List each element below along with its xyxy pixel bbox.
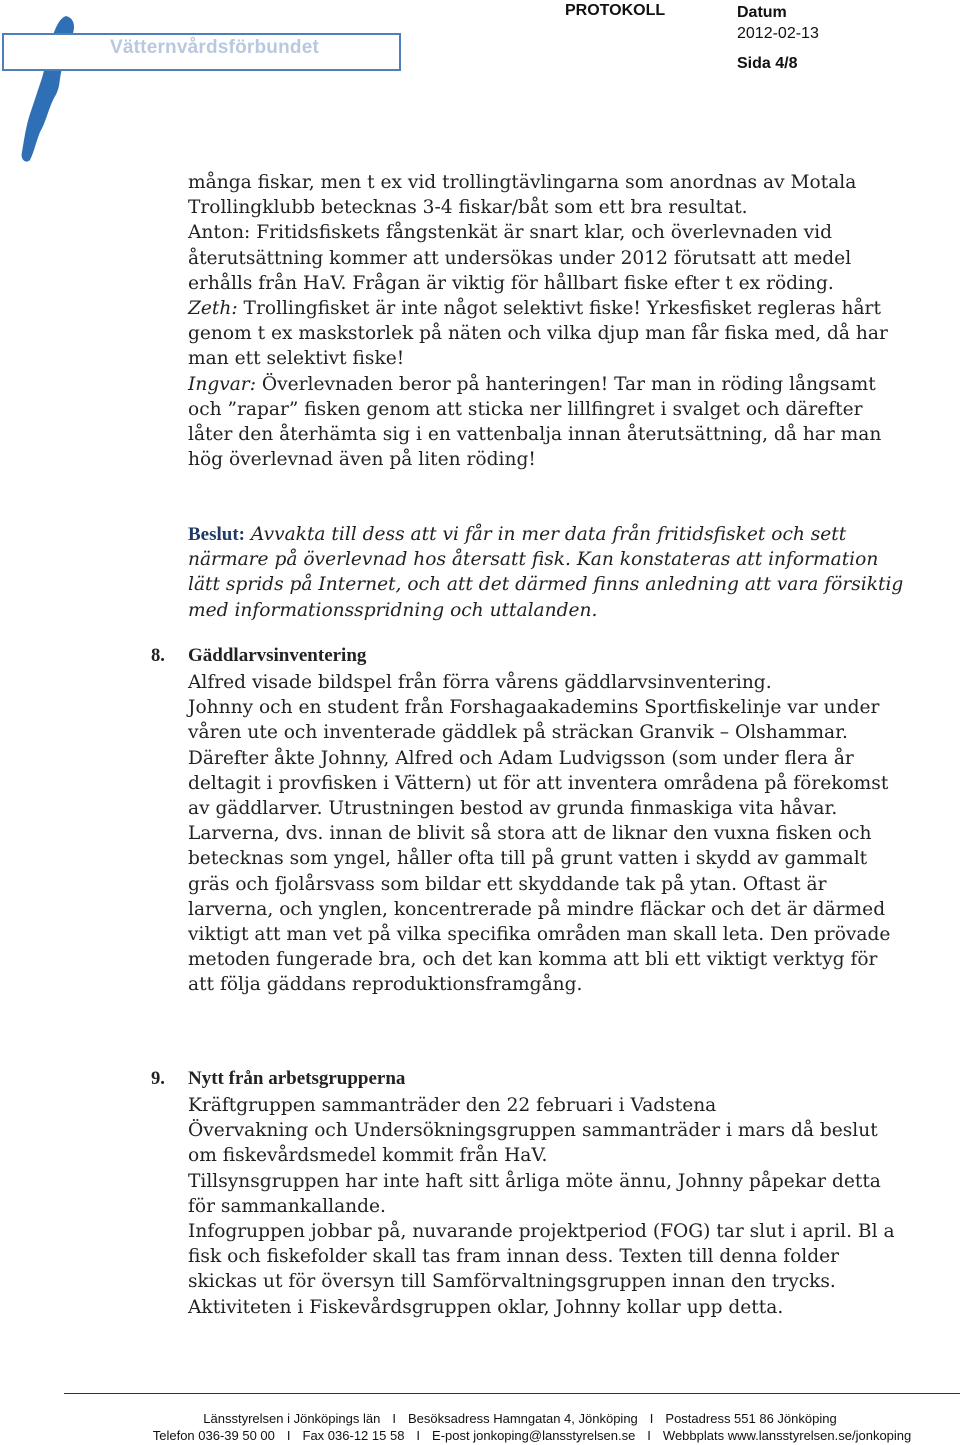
speaker-text: Överlevnaden beror på hanteringen! Tar man in röding långsamt och ”rapar” fisken genom att sticka ner lillfingret i svalget och därefter låter den återhämta sig i en vattenbalja innan återutsättning, då har man hög överlevnad även på liten röding! [188, 373, 882, 471]
footer-postal-address: Postadress 551 86 Jönköping [665, 1411, 837, 1426]
paragraph: många fiskar, men t ex vid trollingtävlingarna som anordnas av Motala Trollingklubb betecknas 3-4 fiskar/båt som ett bra resultat. [188, 172, 857, 219]
decision-block [188, 522, 908, 623]
paragraph: Kräftgruppen sammanträder den 22 februari i Vadstena [188, 1095, 717, 1116]
doc-type: PROTOKOLL [565, 2, 666, 19]
section-number: 8. [151, 645, 165, 666]
paragraph: Övervakning och Undersökningsgruppen sammanträder i mars då beslut om fiskevårdsmedel kommit från HaV. [188, 1120, 878, 1167]
section-body [188, 670, 908, 998]
footer-org: Länsstyrelsen i Jönköpings län [203, 1411, 381, 1426]
paragraph: Johnny och en student från Forshagaakademins Sportfiskelinje var under våren ute och inventerade gäddlek på sträckan Granvik – Olshammar. Därefter åkte Johnny, Alfred och Adam Ludvigsson (som under flera år deltagit i provfisken i Vättern) ut för att inventera områdena på förekomst av gäddlarver. Utrustningen bestod av grunda finmaskiga vita håvar. Larverna, dvs. innan de blivit så stora att de liknar den vuxna fisken och betecknas som yngel, håller ofta till på grunt vatten i skydd av gammalt gräs och fjolårsvass som bildar ett skyddande tak på ytan. Oftast är larverna, och ynglen, koncentrerade på mindre fläckar och det är därmed viktigt att man vet på vilka specifika områden man skall leta. Den prövade metoden fungerade bra, och det kan komma att bli ett viktigt verktyg för att följa gäddans reproduktionsframgång. [188, 697, 891, 996]
paragraph [188, 522, 908, 623]
footer-line-1 [40, 1411, 960, 1426]
footer-email: E-post jonkoping@lansstyrelsen.se [432, 1428, 636, 1443]
speaker-text: Trollingfisket är inte något selektivt fiske! Yrkesfisket regleras hårt genom t ex maskstorlek på näten och vilka djup man får fiska med, då har man ett selektivt fiske! [188, 298, 888, 370]
section-title: Nytt från arbetsgrupperna [188, 1068, 406, 1089]
org-name: Vätternvårdsförbundet [110, 37, 320, 58]
decision-label: Beslut: [188, 524, 245, 545]
footer-separator: I [649, 1411, 654, 1426]
section-title: Gäddlarvsinventering [188, 645, 367, 666]
date-label: Datum [737, 4, 787, 21]
footer-phone: Telefon 036-39 50 00 [152, 1428, 275, 1443]
section-body [188, 1093, 908, 1320]
date-value: 2012-02-13 [737, 25, 819, 42]
discussion-block [188, 170, 908, 472]
paragraph: Infogruppen jobbar på, nuvarande projektperiod (FOG) tar slut i april. Bl a fisk och fiskefolder skall tas fram innan dess. Texten till denna folder skickas ut för översyn till Samförvaltningsgruppen innan den trycks. [188, 1221, 895, 1293]
footer-website: Webbplats www.lansstyrelsen.se/jonkoping [662, 1428, 912, 1443]
footer-visit-address: Besöksadress Hamngatan 4, Jönköping [407, 1411, 638, 1426]
paragraph [188, 296, 908, 372]
footer-line-2 [52, 1428, 960, 1443]
section-number: 9. [151, 1068, 165, 1089]
paragraph: Anton: Fritidsfiskets fångstenkät är snart klar, och överlevnaden vid återutsättning kommer att undersökas under 2012 förutsatt att medel erhålls från HaV. Frågan är viktig för hållbart fiske efter t ex röding. [188, 222, 852, 294]
footer-divider [64, 1393, 960, 1394]
paragraph [188, 372, 908, 473]
footer-fax: Fax 036-12 15 58 [302, 1428, 405, 1443]
footer-separator: I [416, 1428, 421, 1443]
speaker-name: Zeth: [188, 298, 238, 320]
page-number: Sida 4/8 [737, 55, 798, 72]
decision-text: Avvakta till dess att vi får in mer data från fritidsfisket och sett närmare på överlevnad hos återsatt fisk. Kan konstateras att information lätt sprids på Internet, och att det därmed finns anledning att vara försiktig med informationsspridning och uttalanden. [188, 524, 904, 621]
footer-separator: I [286, 1428, 291, 1443]
paragraph: Aktiviteten i Fiskevårdsgruppen oklar, Johnny kollar upp detta. [188, 1296, 784, 1318]
paragraph: Alfred visade bildspel från förra vårens gäddlarvsinventering. [188, 672, 772, 693]
paragraph: Tillsynsgruppen har inte haft sitt årliga möte ännu, Johnny påpekar detta för sammankallande. [188, 1170, 881, 1217]
speaker-name: Ingvar: [188, 373, 256, 395]
footer-separator: I [647, 1428, 651, 1443]
footer-separator: I [392, 1411, 396, 1426]
